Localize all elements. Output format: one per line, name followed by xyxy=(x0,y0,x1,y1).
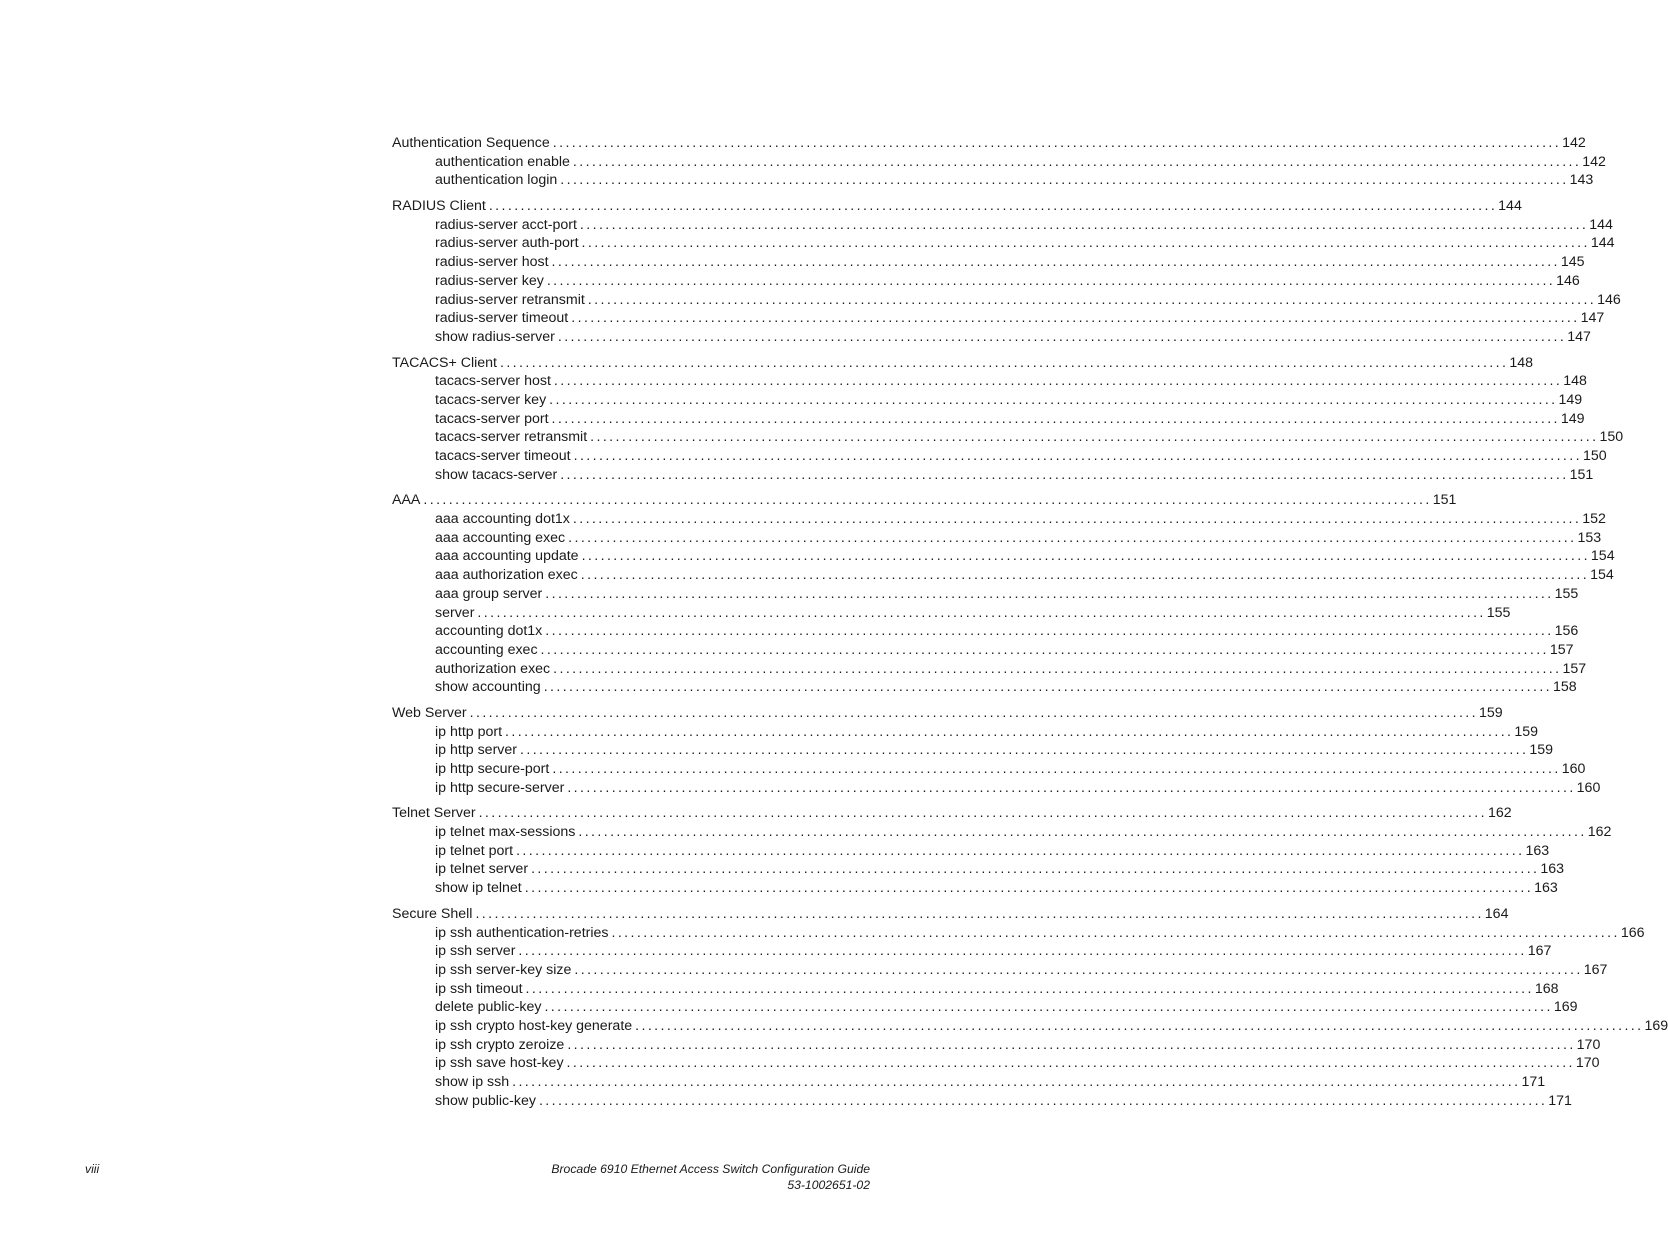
toc-entry-title: tacacs-server host xyxy=(435,373,551,390)
table-of-contents xyxy=(392,134,1668,1117)
toc-section-entry[interactable] xyxy=(392,354,1534,373)
toc-sub-entry[interactable] xyxy=(392,823,1612,842)
document-number: 53-1002651-02 xyxy=(787,1177,870,1192)
toc-sub-entry[interactable] xyxy=(392,529,1602,548)
toc-entry-title: accounting dot1x xyxy=(435,623,543,640)
toc-entry-title: show tacacs-server xyxy=(435,466,558,483)
toc-page-number: 152 xyxy=(1582,511,1606,528)
toc-page-number: 163 xyxy=(1534,880,1558,897)
dot-leader: ............................................................................................................................................................... xyxy=(469,704,1478,721)
toc-page-number: 171 xyxy=(1548,1092,1572,1109)
toc-entry-title: aaa accounting exec xyxy=(435,529,566,546)
toc-page-number: 144 xyxy=(1498,198,1522,215)
toc-sub-entry[interactable] xyxy=(392,372,1587,391)
toc-page-number: 149 xyxy=(1560,410,1585,427)
toc-sub-entry[interactable] xyxy=(392,171,1594,190)
toc-sub-entry[interactable] xyxy=(392,660,1587,679)
toc-section-entry[interactable] xyxy=(392,491,1457,510)
toc-page-number: 162 xyxy=(1587,824,1612,841)
toc-sub-entry[interactable] xyxy=(392,272,1580,291)
toc-sub-entry[interactable] xyxy=(392,566,1614,585)
toc-sub-entry[interactable] xyxy=(392,328,1591,347)
dot-leader: ............................................................................................................................................................... xyxy=(545,623,1554,640)
toc-sub-entry[interactable] xyxy=(392,1036,1601,1055)
toc-page-number: 150 xyxy=(1582,448,1607,464)
toc-entry-title: Secure Shell xyxy=(392,905,473,922)
dot-leader: ............................................................................................................................................................... xyxy=(538,1092,1548,1109)
toc-sub-entry[interactable] xyxy=(392,428,1624,447)
toc-group xyxy=(392,134,1606,190)
toc-entry-title: AAA xyxy=(392,492,421,509)
toc-page-number: 144 xyxy=(1590,235,1615,252)
toc-sub-entry[interactable] xyxy=(392,547,1615,566)
dot-leader: ............................................................................................................................................................... xyxy=(572,511,1582,528)
toc-page-number: 142 xyxy=(1562,135,1586,151)
dot-leader: ............................................................................................................................................................... xyxy=(552,761,1561,777)
toc-section-entry[interactable] xyxy=(392,197,1522,216)
toc-page-number: 157 xyxy=(1549,641,1574,658)
toc-sub-entry[interactable] xyxy=(392,604,1511,623)
toc-entry-title: show accounting xyxy=(435,679,541,696)
toc-entry-title: aaa group server xyxy=(435,585,543,602)
toc-sub-entry[interactable] xyxy=(392,641,1574,660)
dot-leader: ............................................................................................................................................................... xyxy=(512,1074,1521,1090)
toc-entry-title: tacacs-server port xyxy=(435,410,549,427)
dot-leader: ............................................................................................................................................................... xyxy=(488,198,1498,215)
footer-doc-info xyxy=(551,1162,870,1193)
toc-entry-title: Web Server xyxy=(392,704,467,721)
toc-entry-title: tacacs-server timeout xyxy=(435,448,571,464)
toc-group xyxy=(392,197,1621,347)
toc-entry-title: ip http secure-server xyxy=(435,779,565,796)
dot-leader: ............................................................................................................................................................... xyxy=(553,373,1563,390)
toc-group xyxy=(392,804,1612,897)
dot-leader: ............................................................................................................................................................... xyxy=(581,548,1590,565)
toc-entry-title: ip ssh crypto host-key generate xyxy=(435,1017,633,1034)
page-number: viii xyxy=(85,1162,100,1176)
dot-leader: ............................................................................................................................................................... xyxy=(551,410,1560,427)
toc-page-number: 156 xyxy=(1554,623,1579,640)
dot-leader: ............................................................................................................................................................... xyxy=(478,805,1487,822)
toc-sub-entry[interactable] xyxy=(392,961,1608,980)
dot-leader: ............................................................................................................................................................... xyxy=(568,529,1577,546)
toc-sub-entry[interactable] xyxy=(392,879,1558,898)
toc-page-number: 144 xyxy=(1589,216,1613,233)
toc-entry-title: show radius-server xyxy=(435,328,555,345)
dot-leader: ............................................................................................................................................................... xyxy=(545,585,1554,602)
dot-leader: ............................................................................................................................................................... xyxy=(553,660,1562,677)
dot-leader: ............................................................................................................................................................... xyxy=(477,604,1486,621)
toc-entry-title: authentication login xyxy=(435,172,558,189)
dot-leader: ............................................................................................................................................................... xyxy=(557,328,1567,345)
toc-page-number: 157 xyxy=(1562,660,1587,677)
toc-sub-entry[interactable] xyxy=(392,1092,1572,1111)
toc-section-entry[interactable] xyxy=(392,804,1512,823)
toc-page-number: 148 xyxy=(1563,373,1587,390)
toc-page-number: 154 xyxy=(1590,548,1615,565)
dot-leader: ............................................................................................................................................................... xyxy=(546,272,1556,289)
dot-leader: ............................................................................................................................................................... xyxy=(549,391,1558,408)
toc-page-number: 170 xyxy=(1576,1036,1601,1053)
dot-leader: ............................................................................................................................................................... xyxy=(611,924,1620,941)
toc-sub-entry[interactable] xyxy=(392,678,1577,697)
dot-leader: ............................................................................................................................................................... xyxy=(566,1055,1575,1072)
dot-leader: ............................................................................................................................................................... xyxy=(560,172,1569,189)
toc-page-number: 159 xyxy=(1529,742,1554,759)
toc-page-number: 148 xyxy=(1509,354,1534,371)
toc-sub-entry[interactable] xyxy=(392,760,1586,779)
toc-page-number: 155 xyxy=(1486,604,1511,621)
dot-leader: ............................................................................................................................................................... xyxy=(500,354,1509,371)
toc-page-number: 155 xyxy=(1554,585,1579,602)
toc-sub-entry[interactable] xyxy=(392,585,1579,604)
toc-sub-entry[interactable] xyxy=(392,291,1621,310)
toc-sub-entry[interactable] xyxy=(392,741,1554,760)
toc-entry-title: accounting exec xyxy=(435,641,538,658)
dot-leader: ............................................................................................................................................................... xyxy=(551,254,1560,271)
toc-entry-title: ip http server xyxy=(435,742,518,759)
toc-entry-title: ip ssh timeout xyxy=(435,980,523,997)
dot-leader: ............................................................................................................................................................... xyxy=(423,492,1432,509)
toc-entry-title: ip ssh authentication-retries xyxy=(435,924,609,941)
toc-page-number: 162 xyxy=(1487,805,1512,822)
toc-page-number: 147 xyxy=(1567,328,1591,345)
toc-sub-entry[interactable] xyxy=(392,998,1578,1017)
dot-leader: ............................................................................................................................................................... xyxy=(518,943,1527,960)
toc-group xyxy=(392,354,1624,485)
dot-leader: ............................................................................................................................................................... xyxy=(552,135,1562,151)
toc-entry-title: Telnet Server xyxy=(392,805,476,822)
toc-page-number: 171 xyxy=(1521,1074,1546,1090)
toc-page-number: 147 xyxy=(1580,310,1605,327)
toc-entry-title: ip ssh server xyxy=(435,943,516,960)
dot-leader: ............................................................................................................................................................... xyxy=(580,567,1590,584)
toc-sub-entry[interactable] xyxy=(392,779,1601,798)
toc-page-number: 160 xyxy=(1561,761,1586,777)
toc-entry-title: Authentication Sequence xyxy=(392,135,550,151)
toc-entry-title: tacacs-server retransmit xyxy=(435,429,588,446)
toc-group xyxy=(392,905,1668,1111)
toc-sub-entry[interactable] xyxy=(392,842,1550,861)
toc-sub-entry[interactable] xyxy=(392,153,1606,172)
document-title: Brocade 6910 Ethernet Access Switch Configuration Guide xyxy=(551,1162,870,1176)
toc-page-number: 163 xyxy=(1525,842,1550,859)
dot-leader: ............................................................................................................................................................... xyxy=(516,842,1525,859)
toc-entry-title: radius-server auth-port xyxy=(435,235,579,252)
toc-page-number: 168 xyxy=(1534,980,1559,997)
toc-sub-entry[interactable] xyxy=(392,391,1583,410)
toc-sub-entry[interactable] xyxy=(392,1054,1600,1073)
toc-entry-title: ip telnet port xyxy=(435,842,514,859)
toc-page-number: 150 xyxy=(1599,429,1624,446)
toc-entry-title: ip http port xyxy=(435,723,503,740)
dot-leader: ............................................................................................................................................................... xyxy=(567,1036,1576,1053)
toc-page-number: 149 xyxy=(1558,391,1583,408)
toc-page-number: 159 xyxy=(1479,704,1503,721)
toc-entry-title: authorization exec xyxy=(435,660,551,677)
toc-sub-entry[interactable] xyxy=(392,860,1565,879)
toc-sub-entry[interactable] xyxy=(392,942,1552,961)
toc-page-number: 158 xyxy=(1553,679,1577,696)
toc-entry-title: aaa accounting update xyxy=(435,548,579,565)
toc-page-number: 151 xyxy=(1569,466,1594,483)
toc-entry-title: ip ssh server-key size xyxy=(435,961,572,978)
toc-page-number: 151 xyxy=(1432,492,1457,509)
dot-leader: ............................................................................................................................................................... xyxy=(543,679,1553,696)
toc-page-number: 163 xyxy=(1540,861,1565,878)
dot-leader: ............................................................................................................................................................... xyxy=(574,961,1583,978)
dot-leader: ............................................................................................................................................................... xyxy=(524,880,1534,897)
toc-sub-entry[interactable] xyxy=(392,234,1615,253)
toc-page-number: 164 xyxy=(1484,905,1509,922)
dot-leader: ............................................................................................................................................................... xyxy=(590,429,1599,446)
toc-sub-entry[interactable] xyxy=(392,510,1606,529)
dot-leader: ............................................................................................................................................................... xyxy=(571,310,1580,327)
toc-entry-title: radius-server retransmit xyxy=(435,291,585,308)
toc-page-number: 169 xyxy=(1644,1017,1668,1034)
toc-entry-title: ip telnet server xyxy=(435,861,529,878)
dot-leader: ............................................................................................................................................................... xyxy=(581,235,1590,252)
toc-page-number: 167 xyxy=(1527,943,1552,960)
toc-entry-title: aaa accounting dot1x xyxy=(435,511,570,528)
toc-sub-entry[interactable] xyxy=(392,1017,1668,1036)
toc-page-number: 160 xyxy=(1576,779,1601,796)
toc-section-entry[interactable] xyxy=(392,905,1509,924)
toc-page-number: 153 xyxy=(1577,529,1602,546)
toc-sub-entry[interactable] xyxy=(392,447,1607,466)
dot-leader: ............................................................................................................................................................... xyxy=(520,742,1529,759)
toc-page-number: 146 xyxy=(1597,291,1621,308)
toc-entry-title: radius-server timeout xyxy=(435,310,569,327)
dot-leader: ............................................................................................................................................................... xyxy=(525,980,1534,997)
toc-sub-entry[interactable] xyxy=(392,723,1539,742)
toc-page-number: 170 xyxy=(1575,1055,1600,1072)
toc-group xyxy=(392,491,1615,697)
toc-sub-entry[interactable] xyxy=(392,1073,1546,1092)
dot-leader: ............................................................................................................................................................... xyxy=(578,824,1587,841)
toc-entry-title: show ip ssh xyxy=(435,1074,510,1090)
toc-entry-title: authentication enable xyxy=(435,153,570,170)
toc-page-number: 167 xyxy=(1583,961,1608,978)
toc-entry-title: server xyxy=(435,604,475,621)
dot-leader: ............................................................................................................................................................... xyxy=(560,466,1569,483)
toc-sub-entry[interactable] xyxy=(392,410,1585,429)
toc-entry-title: ip http secure-port xyxy=(435,761,550,777)
toc-entry-title: tacacs-server key xyxy=(435,391,547,408)
dot-leader: ............................................................................................................................................................... xyxy=(540,641,1549,658)
toc-sub-entry[interactable] xyxy=(392,466,1594,485)
toc-page-number: 159 xyxy=(1514,723,1539,740)
dot-leader: ............................................................................................................................................................... xyxy=(544,999,1553,1016)
toc-page-number: 143 xyxy=(1569,172,1594,189)
toc-page-number: 154 xyxy=(1590,567,1614,584)
toc-entry-title: show public-key xyxy=(435,1092,536,1109)
toc-group xyxy=(392,704,1601,797)
toc-entry-title: radius-server key xyxy=(435,272,544,289)
toc-sub-entry[interactable] xyxy=(392,622,1579,641)
dot-leader: ............................................................................................................................................................... xyxy=(531,861,1540,878)
dot-leader: ............................................................................................................................................................... xyxy=(579,216,1589,233)
toc-sub-entry[interactable] xyxy=(392,309,1605,328)
toc-entry-title: ip telnet max-sessions xyxy=(435,824,576,841)
dot-leader: ............................................................................................................................................................... xyxy=(587,291,1597,308)
toc-sub-entry[interactable] xyxy=(392,216,1613,235)
toc-sub-entry[interactable] xyxy=(392,924,1645,943)
toc-entry-title: ip ssh crypto zeroize xyxy=(435,1036,565,1053)
toc-page-number: 146 xyxy=(1556,272,1580,289)
toc-page-number: 142 xyxy=(1582,153,1606,170)
toc-section-entry[interactable] xyxy=(392,134,1586,153)
toc-entry-title: radius-server host xyxy=(435,254,549,271)
toc-entry-title: RADIUS Client xyxy=(392,198,486,215)
toc-entry-title: aaa authorization exec xyxy=(435,567,578,584)
dot-leader: ............................................................................................................................................................... xyxy=(475,905,1484,922)
toc-entry-title: radius-server acct-port xyxy=(435,216,577,233)
dot-leader: ............................................................................................................................................................... xyxy=(505,723,1514,740)
toc-page-number: 166 xyxy=(1620,924,1645,941)
dot-leader: ............................................................................................................................................................... xyxy=(572,153,1582,170)
toc-sub-entry[interactable] xyxy=(392,980,1559,999)
toc-page-number: 145 xyxy=(1560,254,1585,271)
toc-page-number: 169 xyxy=(1553,999,1578,1016)
toc-entry-title: TACACS+ Client xyxy=(392,354,497,371)
toc-entry-title: ip ssh save host-key xyxy=(435,1055,564,1072)
toc-sub-entry[interactable] xyxy=(392,253,1585,272)
toc-section-entry[interactable] xyxy=(392,704,1503,723)
dot-leader: ............................................................................................................................................................... xyxy=(567,779,1576,796)
dot-leader: ............................................................................................................................................................... xyxy=(573,448,1582,464)
dot-leader: ............................................................................................................................................................... xyxy=(635,1017,1644,1034)
toc-entry-title: show ip telnet xyxy=(435,880,522,897)
toc-entry-title: delete public-key xyxy=(435,999,542,1016)
